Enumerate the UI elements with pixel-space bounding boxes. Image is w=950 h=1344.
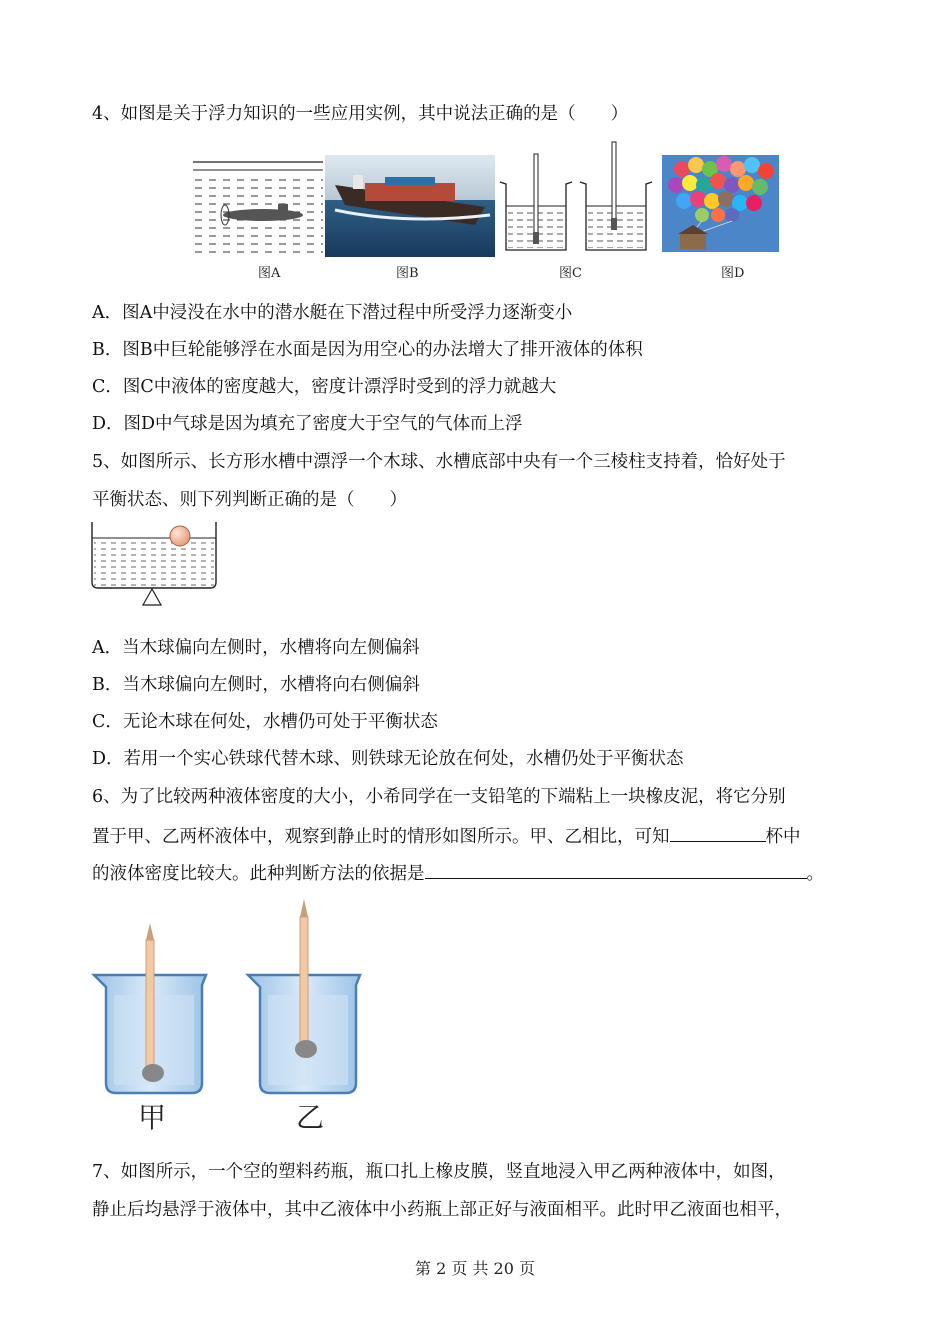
q5-option-d: D．若用一个实心铁球代替木球、则铁球无论放在何处，水槽仍处于平衡状态 [92, 749, 684, 769]
beaker-yi [248, 899, 360, 1093]
q4-option-d: D．图D中气球是因为填充了密度大于空气的气体而上浮 [92, 414, 523, 434]
house-shape [680, 233, 706, 249]
answer-blank-cup[interactable] [670, 823, 766, 842]
answer-blank-reason[interactable] [425, 860, 807, 879]
q6-line3 [92, 860, 824, 886]
q7-line2: 静止后均悬浮于液体中，其中乙液体中小药瓶上部正好与液面相平。此时甲乙液面也相平， [92, 1200, 792, 1220]
q6-line2-suffix: 杯中 [765, 827, 801, 847]
figure-c-hydrometers [496, 140, 656, 258]
beaker-right [580, 142, 652, 250]
label-yi: 乙 [296, 1101, 325, 1134]
q6-line1: 6、为了比较两种液体密度的大小，小希同学在一支铅笔的下端粘上一块橡皮泥，将它分别 [92, 787, 786, 807]
q5-option-b: B．当木球偏向左侧时，水槽将向右侧偏斜 [92, 675, 420, 695]
q6-line2-text: 置于甲、乙两杯液体中，观察到静止时的情形如图所示。甲、乙相比，可知 [92, 827, 670, 847]
q5-option-a: A．当木球偏向左侧时，水槽将向左侧偏斜 [92, 638, 420, 658]
figure-d-balloon-house [662, 155, 779, 252]
q6-line2 [92, 823, 801, 849]
figure-b-cargo-ship [325, 155, 495, 257]
caption-figure-b: 图B [396, 266, 419, 281]
caption-figure-d: 图D [721, 266, 745, 281]
clay-lump [295, 1040, 317, 1058]
q7-line1: 7、如图所示，一个空的塑料药瓶，瓶口扎上橡皮膜，竖直地浸入甲乙两种液体中，如图， [92, 1162, 786, 1182]
q6-line3-period: 。 [806, 864, 824, 884]
clay-lump [142, 1064, 164, 1082]
page-number: 第 2 页 共 20 页 [415, 1259, 535, 1278]
q5-stem-line1: 5、如图所示、长方形水槽中漂浮一个木球、水槽底部中央有一个三棱柱支持着，恰好处于 [92, 452, 786, 472]
label-jia: 甲 [138, 1101, 167, 1134]
q4-option-a: A．图A中浸没在水中的潜水艇在下潜过程中所受浮力逐渐变小 [92, 303, 573, 323]
wooden-ball [170, 526, 190, 546]
q4-option-b: B．图B中巨轮能够浮在水面是因为用空心的办法增大了排开液体的体积 [92, 340, 643, 360]
caption-figure-c: 图C [559, 266, 582, 281]
triangular-prism-support [143, 589, 161, 605]
beaker-jia [94, 923, 206, 1093]
beaker-left [500, 154, 572, 250]
figure-a-submarine [193, 160, 323, 258]
q4-option-c: C．图C中液体的密度越大，密度计漂浮时受到的浮力就越大 [92, 377, 557, 397]
caption-figure-a: 图A [258, 266, 281, 281]
q5-option-c: C．无论木球在何处，水槽仍可处于平衡状态 [92, 712, 438, 732]
q6-line3-text: 的液体密度比较大。此种判断方法的依据是 [92, 864, 425, 884]
q5-stem-line2: 平衡状态、则下列判断正确的是（ ） [92, 490, 407, 510]
figure-pencil-beakers [90, 895, 370, 1100]
figure-water-tank [90, 522, 218, 608]
q4-stem: 4、如图是关于浮力知识的一些应用实例，其中说法正确的是（ ） [92, 104, 629, 124]
